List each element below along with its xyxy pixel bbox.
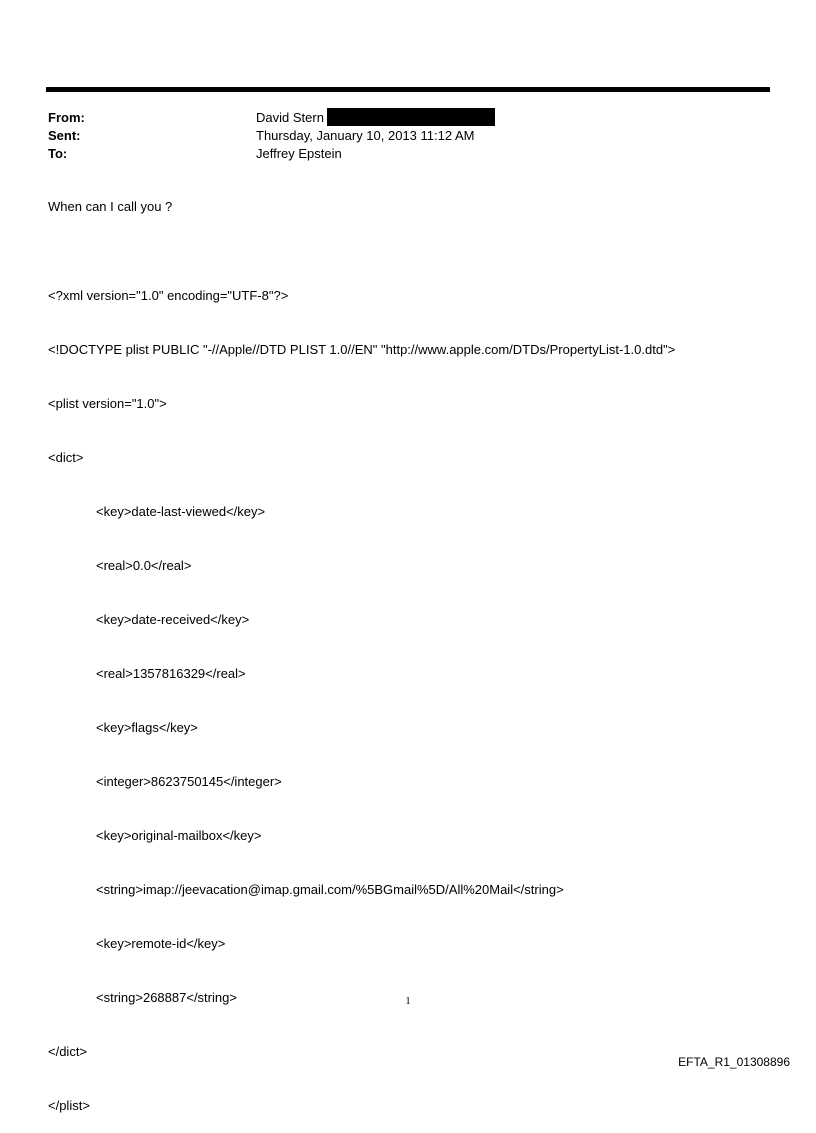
message-body: When can I call you ?	[48, 199, 173, 214]
plist-line: <!DOCTYPE plist PUBLIC "-//Apple//DTD PLIST 1.0//EN" "http://www.apple.com/DTDs/PropertyList-1.0.dtd">	[48, 342, 676, 357]
from-value: David Stern	[256, 109, 324, 125]
to-row	[48, 144, 768, 162]
plist-line: <key>date-last-viewed</key>	[96, 504, 266, 519]
to-label: To:	[48, 145, 68, 161]
redaction-box	[327, 108, 495, 126]
plist-line: <?xml version="1.0" encoding="UTF-8"?>	[48, 288, 289, 303]
page-number: 1	[405, 995, 411, 1007]
from-label: From:	[48, 109, 85, 125]
plist-line: <real>1357816329</real>	[96, 666, 246, 681]
plist-line: <dict>	[48, 450, 84, 465]
plist-line: <string>imap://jeevacation@imap.gmail.com/%5BGmail%5D/All%20Mail</string>	[96, 882, 564, 897]
plist-line: </dict>	[48, 1044, 88, 1059]
bates-number: EFTA_R1_01308896	[678, 1055, 790, 1069]
plist-line: <key>original-mailbox</key>	[96, 828, 262, 843]
sent-row	[48, 126, 768, 144]
from-value-wrap	[256, 108, 495, 126]
plist-line: <key>date-received</key>	[96, 612, 250, 627]
plist-line: <key>remote-id</key>	[96, 936, 226, 951]
sent-value: Thursday, January 10, 2013 11:12 AM	[256, 127, 475, 143]
sent-label: Sent:	[48, 127, 81, 143]
plist-line: </plist>	[48, 1098, 90, 1113]
email-header	[48, 108, 768, 162]
plist-line: <string>268887</string>	[96, 990, 237, 1005]
plist-line: <plist version="1.0">	[48, 396, 167, 411]
to-value: Jeffrey Epstein	[256, 145, 342, 161]
plist-line: <real>0.0</real>	[96, 558, 192, 573]
header-divider	[46, 87, 770, 92]
plist-line: <integer>8623750145</integer>	[96, 774, 282, 789]
from-row	[48, 108, 768, 126]
plist-line: <key>flags</key>	[96, 720, 198, 735]
